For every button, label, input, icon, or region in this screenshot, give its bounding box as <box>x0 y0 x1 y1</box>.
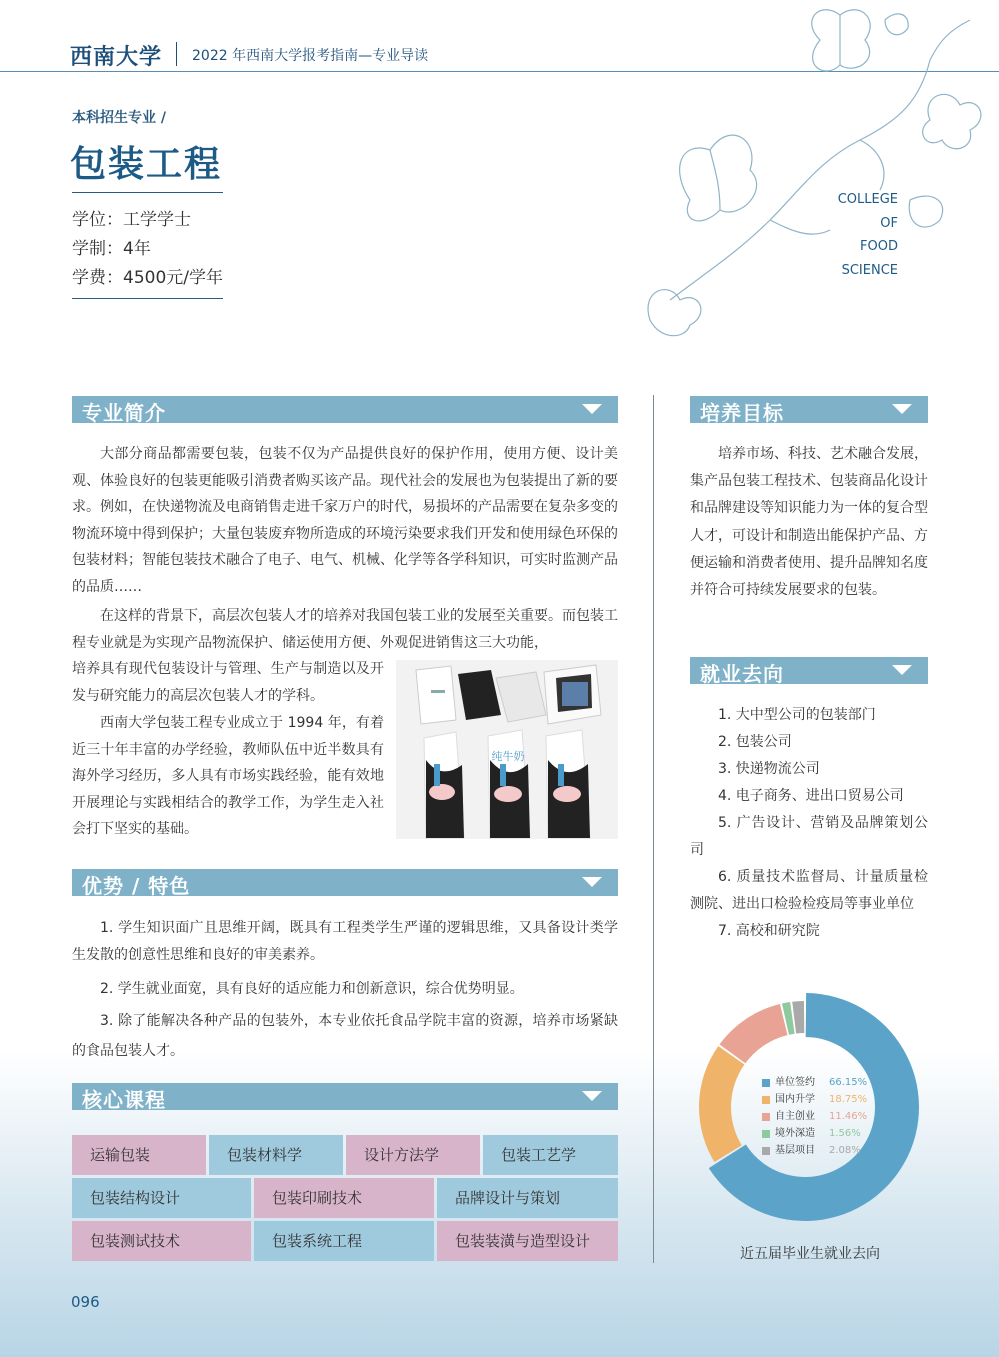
career-item: 6. 质量技术监督局、计量质量检测院、进出口检验检疫局等事业单位 <box>690 869 928 912</box>
header-guide-title: 2022 年西南大学报考指南—专业导读 <box>192 48 429 64</box>
university-logo: 西南大学 <box>70 44 163 70</box>
legend-item <box>762 1108 867 1125</box>
chevron-down-icon <box>892 404 912 414</box>
college-line: SCIENCE <box>841 262 898 278</box>
legend-item <box>762 1125 867 1142</box>
duration-info: 学制：4年 <box>72 239 151 259</box>
career-item: 2. 包装公司 <box>718 734 792 750</box>
info-rule <box>72 298 223 299</box>
chevron-down-icon <box>582 404 602 414</box>
legend-swatch <box>762 1079 770 1087</box>
legend-item <box>762 1074 867 1091</box>
legend-swatch <box>762 1147 770 1155</box>
course-cell: 包装工艺学 <box>483 1135 618 1175</box>
career-item: 4. 电子商务、进出口贸易公司 <box>718 788 904 804</box>
course-cell: 包装印刷技术 <box>254 1178 434 1218</box>
intro-paragraph-1: 大部分商品都需要包装，包装不仅为产品提供良好的保护作用，使用方便、设计美观、体验良好的包装更能吸引消费者购买该产品。现代社会的发展也为包装提出了新的要求。例如，在快递物流及电商销售走进千家万户的时代，易损坏的产品需要在复杂多变的物流环境中得到保护；大量包装废弃物所造成的环境污染要求我们开发和使用绿色环保的包装材料；智能包装技术融合了电子、电气、机械、化学等各学科知识，可实时监测产品的品质…… <box>72 446 618 595</box>
chevron-down-icon <box>582 877 602 887</box>
career-item: 5. 广告设计、营销及品牌策划公司 <box>690 815 928 858</box>
course-cell: 运输包装 <box>72 1135 206 1175</box>
degree-info: 学位：工学学士 <box>72 210 191 230</box>
advantages-section-header <box>72 869 618 896</box>
tuition-info: 学费：4500元/学年 <box>72 268 223 288</box>
legend-swatch <box>762 1096 770 1104</box>
intro-paragraph-2-cont: 培养具有现代包装设计与管理、生产与制造以及开发与研究能力的高层次包装人才的学科。 <box>72 661 384 704</box>
page-number: 096 <box>71 1293 100 1311</box>
chevron-down-icon <box>582 1091 602 1101</box>
advantages-section-title: 优势 / 特色 <box>82 874 191 898</box>
course-cell: 包装测试技术 <box>72 1221 251 1261</box>
careers-section-header <box>690 657 928 684</box>
packaging-photo <box>396 660 618 839</box>
course-cell: 包装系统工程 <box>254 1221 434 1261</box>
course-table <box>72 1135 618 1262</box>
goals-section-header <box>690 396 928 423</box>
magnolia-decoration-icon <box>630 0 999 340</box>
legend-value: 1.56% <box>829 1128 861 1139</box>
goals-section-title: 培养目标 <box>700 401 784 425</box>
donut-slice <box>699 1046 744 1162</box>
goals-paragraph: 培养市场、科技、艺术融合发展，集产品包装工程技术、包装商品化设计和品牌建设等知识能力为一体的复合型人才，可设计和制造出能保护产品、方便运输和消费者使用、提升品牌知名度并符合可持续发展要求的包装。 <box>690 446 928 599</box>
chart-caption: 近五届毕业生就业去向 <box>740 1246 880 1262</box>
section-kicker: 本科招生专业 / <box>72 110 166 126</box>
legend-label: 单位签约 <box>775 1077 815 1088</box>
intro-paragraph-2: 在这样的背景下，高层次包装人才的培养对我国包装工业的发展至关重要。而包装工程专业就是为实现产品物流保护、储运使用方便、外观促进销售这三大功能， <box>72 608 618 651</box>
chart-legend <box>762 1074 867 1159</box>
legend-swatch <box>762 1113 770 1121</box>
intro-section-header <box>72 396 618 423</box>
legend-swatch <box>762 1130 770 1138</box>
title-rule <box>72 192 223 193</box>
careers-section-title: 就业去向 <box>700 662 784 686</box>
college-line: OF <box>880 215 898 231</box>
chevron-down-icon <box>892 665 912 675</box>
career-item: 3. 快递物流公司 <box>718 761 820 777</box>
college-line: FOOD <box>860 239 898 254</box>
legend-label: 境外深造 <box>775 1128 815 1139</box>
intro-section-title: 专业简介 <box>82 401 166 425</box>
course-cell: 包装结构设计 <box>72 1178 251 1218</box>
legend-label: 国内升学 <box>775 1094 815 1105</box>
column-divider <box>653 395 654 1263</box>
intro-paragraph-3: 西南大学包装工程专业成立于 1994 年，有着近三十年丰富的办学经验，教师队伍中近半数具有海外学习经历，多人具有市场实践经验，能有效地开展理论与实践相结合的教学工作，为学生走入社会打下坚实的基础。 <box>72 715 384 838</box>
advantage-item: 1. 学生知识面广且思维开阔，既具有工程类学生严谨的逻辑思维，又具备设计类学生发散的创意性思维和良好的审美素养。 <box>72 920 618 963</box>
college-line: COLLEGE <box>837 192 898 207</box>
header-separator <box>176 42 177 66</box>
course-cell: 包装材料学 <box>209 1135 343 1175</box>
legend-value: 18.75% <box>829 1094 868 1105</box>
legend-value: 11.46% <box>829 1111 868 1122</box>
legend-value: 2.08% <box>829 1145 861 1156</box>
courses-section-title: 核心课程 <box>82 1088 166 1112</box>
career-item: 7. 高校和研究院 <box>718 923 820 939</box>
course-cell: 品牌设计与策划 <box>437 1178 618 1218</box>
legend-value: 66.15% <box>829 1077 868 1088</box>
courses-section-header <box>72 1083 618 1110</box>
donut-slice <box>792 1001 804 1034</box>
careers-list <box>690 702 928 945</box>
page-title: 包装工程 <box>70 144 223 185</box>
career-item: 1. 大中型公司的包装部门 <box>718 707 876 723</box>
advantage-item: 2. 学生就业面宽，具有良好的适应能力和创新意识，综合优势明显。 <box>100 981 524 997</box>
college-label <box>828 188 898 282</box>
course-cell: 包装装潢与造型设计 <box>437 1221 618 1261</box>
course-cell: 设计方法学 <box>346 1135 480 1175</box>
legend-item <box>762 1091 867 1108</box>
advantage-item: 3. 除了能解决各种产品的包装外，本专业依托食品学院丰富的资源，培养市场紧缺的食品包装人才。 <box>72 1013 618 1059</box>
legend-item <box>762 1142 867 1159</box>
carton-label: 纯牛奶 <box>491 750 525 763</box>
legend-label: 基层项目 <box>775 1145 815 1156</box>
legend-label: 自主创业 <box>775 1111 815 1122</box>
